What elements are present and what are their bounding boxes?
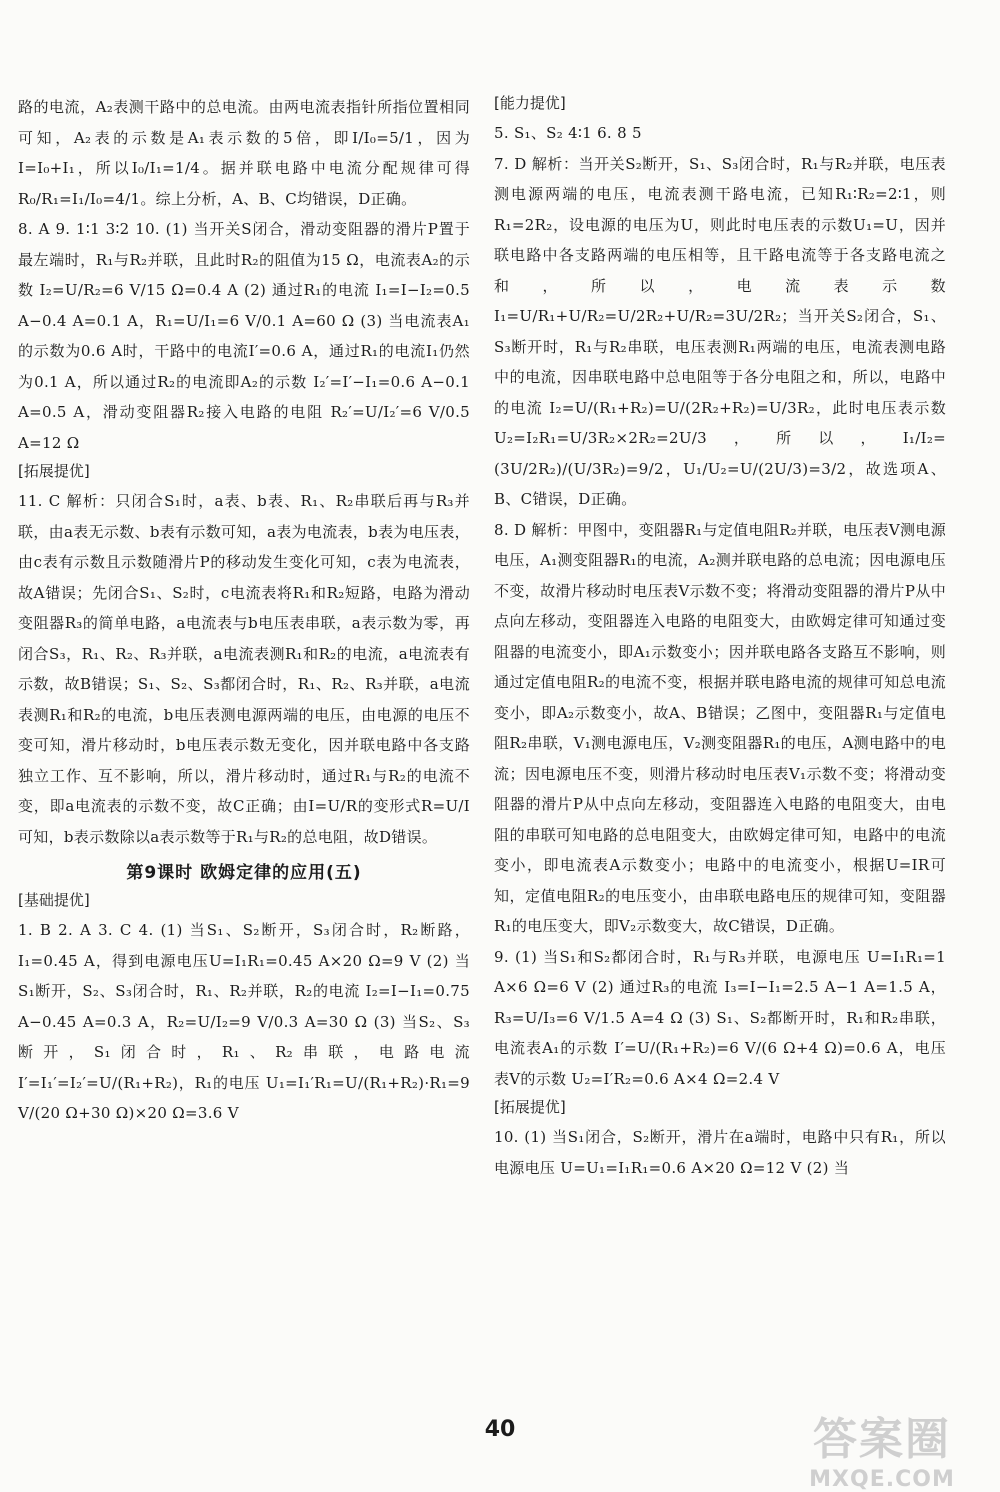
right-paragraph-4: 9. (1) 当S₁和S₂都闭合时，R₁与R₃并联，电源电压 U=I₁R₁=1 A×6 Ω=6 V (2) 通过R₃的电流 I₃=I−I₁=2.5 A−1 A=1.5 A，R₃=U/I₃=6 V/1.5 A=4 Ω (3) S₁、S₂都断开时，R₁和R₂串联，电流表A₁的示数 I′=U/(R₁+R₂)=6 V/(6 Ω+4 Ω)=0.6 A，电压表V的示数 U₂=I′R₂=0.6 A×4 Ω=2.4 V — [494, 947, 946, 1088]
left-paragraph-2: 8. A 9. 1∶1 3∶2 10. (1) 当开关S闭合，滑动变阻器的滑片P置于最左端时，R₁与R₂并联，且此时R₂的阻值为15 Ω，电流表A₂的示数 I₂=U/R₂=6 V/15 Ω=0.4 A (2) 通过R₁的电流 I₁=I−I₂=0.5 A−0.4 A=0.1 A，R₁=U/I₁=6 V/0.1 A=60 Ω (3) 当电流表A₁的示数为0.6 A时，干路中的电流I′=0.6 A，通过R₁的电流I₁仍然为0.1 A，所以通过R₂的电流即A₂的示数 I₂′=I′−I₁=0.6 A−0.1 A=0.5 A，滑动变阻器R₂接入电路的电阻 R₂′=U/I₂′=6 V/0.5 A=12 Ω — [18, 220, 470, 452]
watermark-title: 答案圈 — [813, 1414, 951, 1465]
left-paragraph-4: 1. B 2. A 3. C 4. (1) 当S₁、S₂断开，S₃闭合时，R₂断路，I₁=0.45 A，得到电源电压U=I₁R₁=0.45 A×20 Ω=9 V (2) 当S₁断开，S₂、S₃闭合时，R₁、R₂并联，R₂的电流 I₂=I−I₁=0.75 A−0.45 A=0.3 A，R₂=U/I₂=9 V/0.3 A=30 Ω (3) 当S₂、S₃断开，S₁闭合时，R₁、R₂串联，电路电流 I′=I₁′=I₂′=U/(R₁+R₂)，R₁的电压 U₁=I₁′R₁=U/(R₁+R₂)·R₁=9 V/(20 Ω+30 Ω)×20 Ω=3.6 V — [18, 921, 470, 1122]
lesson-heading: 第9课时 欧姆定律的应用(五) — [126, 863, 362, 883]
right-paragraph-3: 8. D 解析：甲图中，变阻器R₁与定值电阻R₂并联，电压表V测电源电压，A₁测变阻器R₁的电流，A₂测并联电路的总电流；因电源电压不变，故滑片移动时电压表V示数不变；将滑动变阻器的滑片P从中点向左移动，变阻器连入电路的电阻变大，由欧姆定律可知通过变阻器的电流变小，即A₁示数变小；因并联电路各支路互不影响，则通过定值电阻R₂的电流不变，根据并联电路电流的规律可知总电流变小，即A₂示数变小，故A、B错误；乙图中，变阻器R₁与定值电阻R₂串联，V₁测电源电压，V₂测变阻器R₁的电压，A测电路中的电流；因电源电压不变，则滑片移动时电压表V₁示数不变；将滑动变阻器的滑片P从中点向左移动，变阻器连入电路的电阻变大，由电阻的串联可知电路的总电阻变大，由欧姆定律可知，电路中的电流变小，即电流表A示数变小；电路中的电流变小，根据U=IR可知，定值电阻R₂的电压变小，由串联电路电压的规律可知，变阻器R₁的电压变大，即V₂示数变大，故C错误，D正确。 — [494, 520, 946, 935]
page-number: 40 — [484, 1417, 516, 1442]
right-paragraph-5: 10. (1) 当S₁闭合，S₂断开，滑片在a端时，电路中只有R₁，所以电源电压 U=U₁=I₁R₁=0.6 A×20 Ω=12 V (2) 当 — [494, 1128, 946, 1177]
right-paragraph-2: 7. D 解析：当开关S₂断开，S₁、S₃闭合时，R₁与R₂并联，电压表测电源两端的电压，电流表测干路电流，已知R₁∶R₂=2∶1，则R₁=2R₂，设电源的电压为U，则此时电压表的示数U₁=U，因并联电路中各支路两端的电压相等，且干路电流等于各支路电流之和，所以，电流表示数 I₁=U/R₁+U/R₂=U/2R₂+U/R₂=3U/2R₂；当开关S₂闭合，S₁、S₃断开时，R₁与R₂串联，电压表测R₁两端的电压，电流表测电路中的电流，因串联电路中总电阻等于各分电阻之和，所以，电路中的电流 I₂=U/(R₁+R₂)=U/(2R₂+R₂)=U/3R₂，此时电压表示数 U₂=I₂R₁=U/3R₂×2R₂=2U/3，所以，I₁/I₂=(3U/2R₂)/(U/3R₂)=9/2，U₁/U₂=U/(2U/3)=3/2，故选项A、B、C错误，D正确。 — [494, 154, 946, 508]
left-paragraph-3: 11. C 解析：只闭合S₁时，a表、b表、R₁、R₂串联后再与R₃并联，由a表无示数、b表有示数可知，a表为电流表，b表为电压表，由c表有示数且示数随滑片P的移动发生变化可知，c表为电流表，故A错误；先闭合S₁、S₂时，c电流表将R₁和R₂短路，电路为滑动变阻器R₃的简单电路，a电流表与b电压表串联，a表示数为零，再闭合S₃，R₁、R₂、R₃并联，a电流表测R₁和R₂的电流，a电流表有示数，故B错误；S₁、S₂、S₃都闭合时，R₁、R₂、R₃并联，a电流表测R₁和R₂的电流，b电压表测电源两端的电压，由电源的电压不变可知，滑片移动时，b电压表示数无变化，因并联电路中各支路独立工作、互不影响，所以，滑片移动时，通过R₁与R₂的电流不变，即a电流表的示数不变，故C正确；由I=U/R的变形式R=U/I可知，b表示数除以a表示数等于R₁与R₂的总电阻，故D错误。 — [18, 492, 470, 846]
section-tag-extension: [拓展提优] — [18, 462, 90, 480]
section-tag-ability: [能力提优] — [494, 94, 566, 112]
left-column — [18, 92, 470, 1129]
left-paragraph-1: 路的电流，A₂表测干路中的总电流。由两电流表指针所指位置相同可知，A₂表的示数是A₁表示数的5倍，即I/I₀=5/1，因为I=I₀+I₁，所以I₀/I₁=1/4。据并联电路中电流分配规律可得R₀/R₁=I₁/I₀=4/1。综上分析，A、B、C均错误，D正确。 — [18, 98, 470, 208]
section-tag-basic: [基础提优] — [18, 891, 90, 909]
right-paragraph-1: 5. S₁、S₂ 4∶1 6. 8 5 — [494, 124, 642, 142]
watermark-url: MXQE.COM — [809, 1467, 955, 1492]
watermark-logo — [782, 1403, 982, 1492]
section-tag-extension-2: [拓展提优] — [494, 1098, 566, 1116]
right-column — [494, 92, 946, 1183]
